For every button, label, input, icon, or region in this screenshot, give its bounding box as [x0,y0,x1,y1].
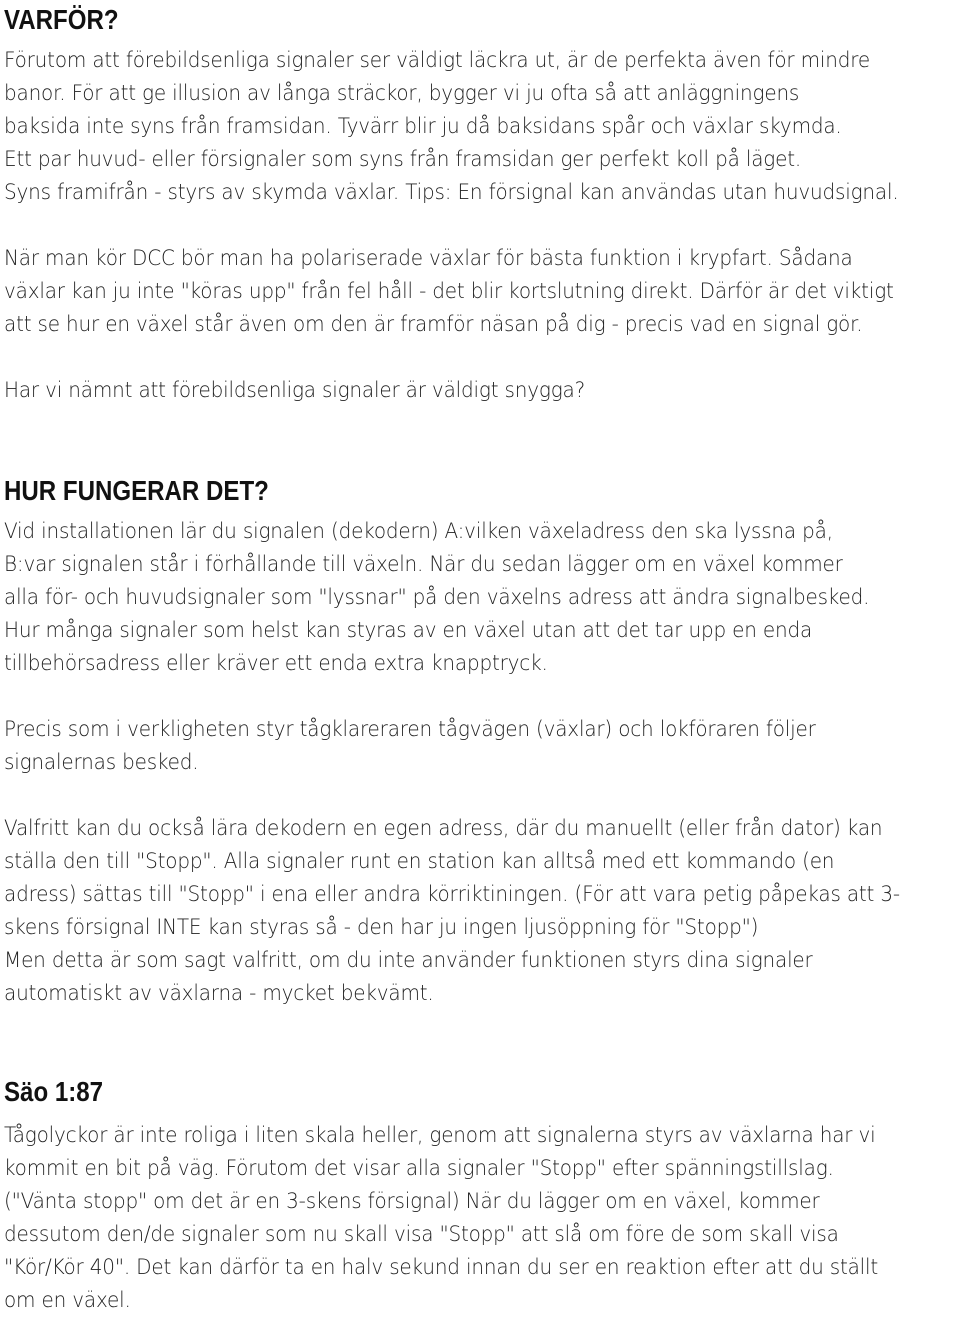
text-line: Valfritt kan du också lära dekodern en egen adress, där du manuellt (eller från dator) kan [4,816,883,841]
text-line: Syns framifrån - styrs av skymda växlar. Tips: En försignal kan användas utan huvudsignal. [4,180,899,205]
text-line: Precis som i verkligheten styr tågklareraren tågvägen (växlar) och lokföraren följer [4,717,816,742]
text-line: växlar kan ju inte "köras upp" från fel håll - det blir kortslutning direkt. Därför är det viktigt [4,279,894,304]
text-line: Förutom att förebildsenliga signaler ser väldigt läckra ut, är de perfekta även för mindre [4,48,870,73]
text-line: dessutom den/de signaler som nu skall visa "Stopp" att slå om före de som skall visa [4,1222,839,1247]
section-heading-hur-fungerar: HUR FUNGERAR DET? [4,475,269,506]
text-line: ställa den till "Stopp". Alla signaler runt en station kan alltså med ett kommando (en [4,849,835,874]
text-line: När man kör DCC bör man ha polariserade växlar för bästa funktion i krypfart. Sådana [4,246,853,271]
paragraph [4,242,960,341]
text-line: ("Vänta stopp" om det är en 3-skens försignal) När du lägger om en växel, kommer [4,1189,820,1214]
text-line: Ett par huvud- eller försignaler som syns från framsidan ger perfekt koll på läget. [4,147,802,172]
text-line: Tågolyckor är inte roliga i liten skala heller, genom att signalerna styrs av växlarna har vi [4,1123,876,1148]
paragraph [4,812,960,1010]
text-line: kommit en bit på väg. Förutom det visar alla signaler "Stopp" efter spänningstillslag. [4,1156,834,1181]
text-line: att se hur en växel står även om den är framför näsan på dig - precis vad en signal gör. [4,312,863,337]
text-line: signalernas besked. [4,750,199,775]
text-line: Har vi nämnt att förebildsenliga signaler är väldigt snygga? [4,378,586,403]
text-line: om en växel. [4,1288,131,1313]
paragraph [4,1119,944,1317]
text-line: baksida inte syns från framsidan. Tyvärr blir ju då baksidans spår och växlar skymda. [4,114,842,139]
text-line: adress) sättas till "Stopp" i ena eller andra körriktiningen. (För att vara petig påpekas att 3- [4,882,900,907]
paragraph [4,44,960,209]
text-line: alla för- och huvudsignaler som "lyssnar" på den växelns adress att ändra signalbesked. [4,585,870,610]
text-line: Men detta är som sagt valfritt, om du inte använder funktionen styrs dina signaler [4,948,813,973]
text-line: Vid installationen lär du signalen (dekodern) A:vilken växeladress den ska lyssna på, [4,519,833,544]
text-line: tillbehörsadress eller kräver ett enda extra knapptryck. [4,651,548,676]
paragraph [4,515,934,680]
section-heading-sao: Säo 1:87 [4,1076,104,1107]
text-line: skens försignal INTE kan styras så - den har ju ingen ljusöppning för "Stopp") [4,915,759,940]
section-heading-varfor: VARFÖR? [4,4,119,35]
text-line: "Kör/Kör 40". Det kan därför ta en halv sekund innan du ser en reaktion efter att du ställt [4,1255,879,1280]
text-line: banor. För att ge illusion av långa sträckor, bygger vi ju ofta så att anläggningens [4,81,800,106]
text-line: B:var signalen står i förhållande till växeln. När du sedan lägger om en växel kommer [4,552,843,577]
text-line: automatiskt av växlarna - mycket bekvämt. [4,981,434,1006]
paragraph [4,713,877,779]
text-line: Hur många signaler som helst kan styras av en växel utan att det tar upp en enda [4,618,813,643]
paragraph [4,374,629,407]
